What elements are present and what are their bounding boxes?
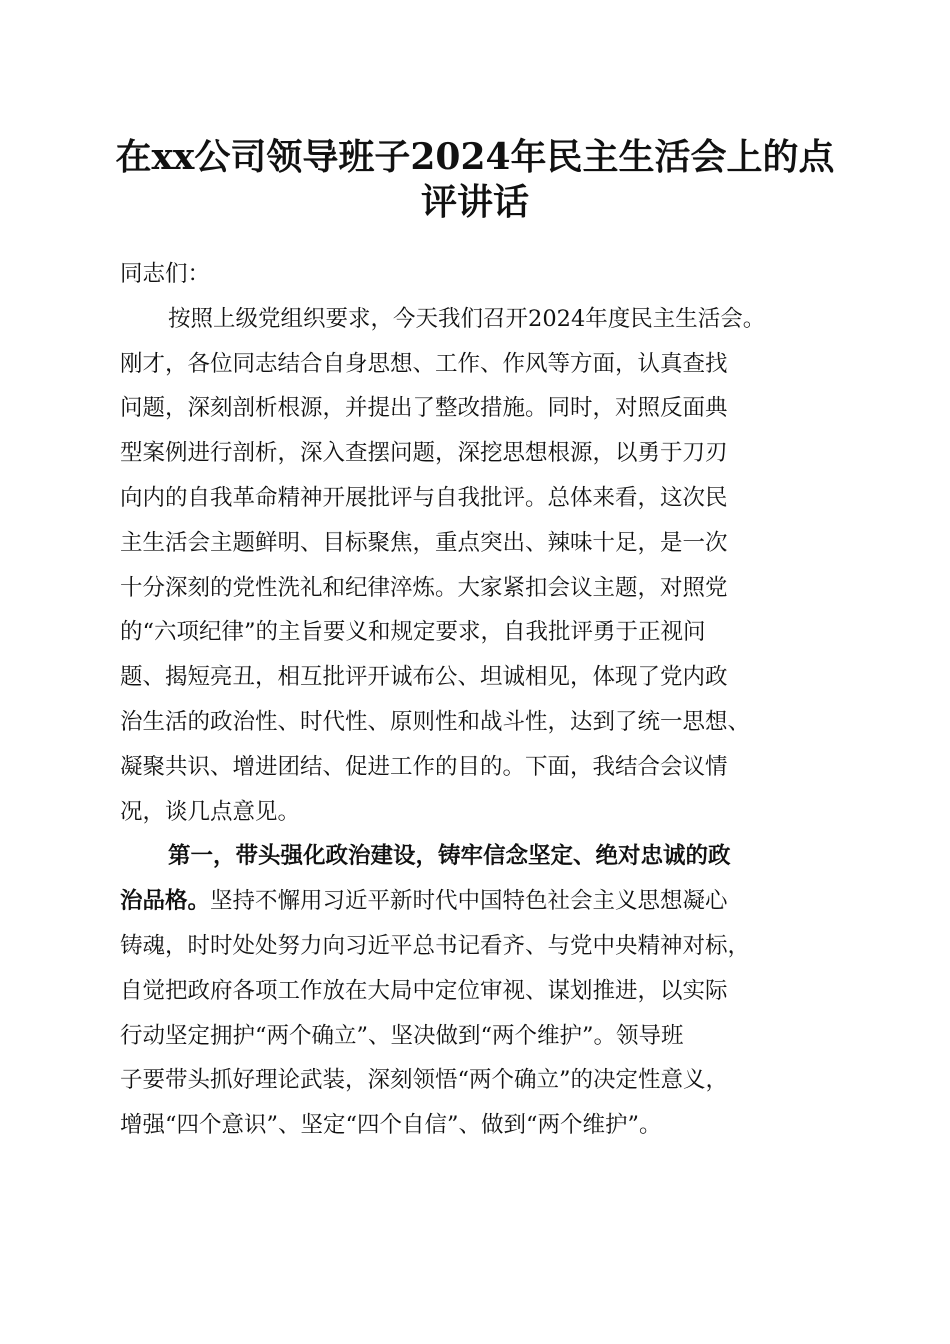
paragraph-1-line: 十分深刻的党性洗礼和纪律淬炼。大家紧扣会议主题，对照党 [120,574,728,601]
paragraph-2-line: 行动坚定拥护“两个确立”、坚决做到“两个维护”。领导班 [120,1022,684,1049]
paragraph-2-text: 坚持不懈用习近平新时代中国特色社会主义思想凝心 [210,888,728,915]
title-line-1: 在xx公司领导班子2024年民主生活会上的点 [115,136,835,178]
salutation: 同志们： [120,261,211,287]
paragraph-1-line: 按照上级党组织要求，今天我们召开2024年度民主生活会。 [168,305,766,332]
paragraph-1-line: 题、揭短亮丑，相互批评开诚布公、坦诚相见，体现了党内政 [120,664,728,691]
paragraph-1-line: 刚才，各位同志结合自身思想、工作、作风等方面，认真查找 [120,350,728,377]
paragraph-1-line: 型案例进行剖析，深入查摆问题，深挖思想根源，以勇于刀刃 [120,440,728,467]
paragraph-2-line: 铸魂，时时处处努力向习近平总书记看齐、与党中央精神对标， [120,932,751,959]
section-heading-line: 第一，带头强化政治建设，铸牢信念坚定、绝对忠诚的政 [168,843,731,870]
paragraph-2-line: 子要带头抓好理论武装，深刻领悟“两个确立”的决定性意义， [120,1067,729,1094]
document-body [120,252,832,1148]
paragraph-1-line: 向内的自我革命精神开展批评与自我批评。总体来看，这次民 [120,484,728,511]
paragraph-1 [120,297,832,835]
section-heading-end: 治品格。 [120,888,211,915]
paragraph-2-line: 自觉把政府各项工作放在大局中定位审视、谋划推进，以实际 [120,977,728,1004]
paragraph-2 [120,834,832,1148]
document-title [100,132,850,222]
paragraph-1-line: 况，谈几点意见。 [120,798,301,825]
paragraph-1-line: 凝聚共识、增进团结、促进工作的目的。下面，我结合会议情 [120,753,728,780]
title-line-2: 评讲话 [420,180,529,223]
paragraph-1-line: 的“六项纪律”的主旨要义和规定要求，自我批评勇于正视问 [120,619,706,646]
paragraph-1-line: 治生活的政治性、时代性、原则性和战斗性，达到了统一思想、 [120,708,751,735]
paragraph-2-line [120,879,832,924]
paragraph-2-line: 增强“四个意识”、坚定“四个自信”、做到“两个维护”。 [120,1112,662,1139]
paragraph-1-line: 主生活会主题鲜明、目标聚焦，重点突出、辣味十足，是一次 [120,529,728,556]
paragraph-1-line: 问题，深刻剖析根源，并提出了整改措施。同时，对照反面典 [120,395,728,422]
